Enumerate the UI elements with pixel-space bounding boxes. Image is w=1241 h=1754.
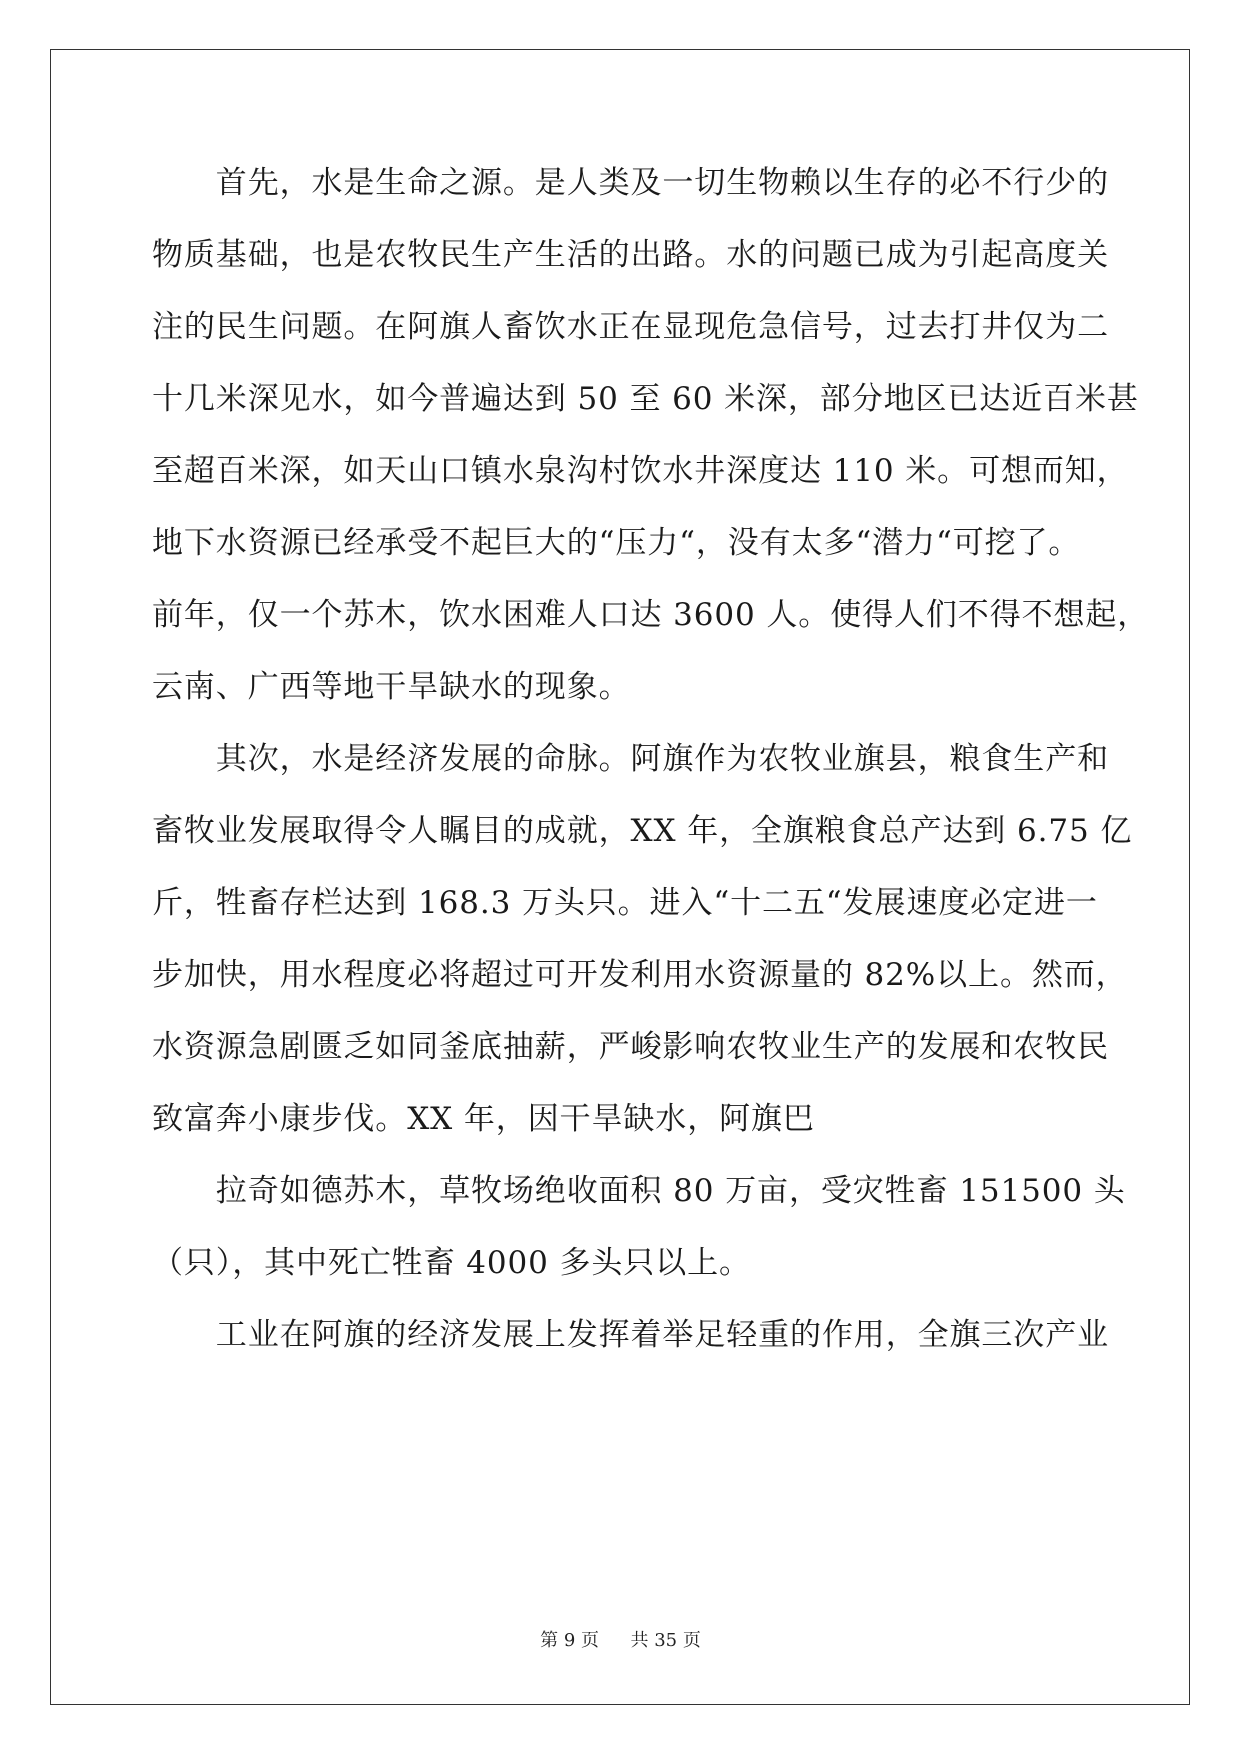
text-line: 步加快，用水程度必将超过可开发利用水资源量的 82%以上。然而， [152, 957, 1128, 993]
page-total: 共 35 页 [630, 1630, 701, 1651]
text-line: 斤，牲畜存栏达到 168.3 万头只。进入“十二五“发展速度必定进一 [152, 885, 1098, 921]
text-line: 致富奔小康步伐。XX 年，因干旱缺水，阿旗巴 [152, 1101, 815, 1137]
text-line: 工业在阿旗的经济发展上发挥着举足轻重的作用，全旗三次产业 [152, 1317, 1109, 1353]
text-line: （只），其中死亡牲畜 4000 多头只以上。 [152, 1245, 751, 1281]
text-line: 首先，水是生命之源。是人类及一切生物赖以生存的必不行少的 [152, 165, 1109, 201]
text-line: 至超百米深，如天山口镇水泉沟村饮水井深度达 110 米。可想而知， [152, 453, 1129, 489]
text-line: 其次，水是经济发展的命脉。阿旗作为农牧业旗县，粮食生产和 [152, 741, 1109, 777]
text-line: 地下水资源已经承受不起巨大的“压力“，没有太多“潜力“可挖了。 [152, 525, 1081, 561]
page-number: 第 9 页 [540, 1630, 600, 1651]
text-line: 注的民生问题。在阿旗人畜饮水正在显现危急信号，过去打井仅为二 [152, 309, 1109, 345]
text-line: 前年，仅一个苏木，饮水困难人口达 3600 人。使得人们不得不想起， [152, 597, 1150, 633]
text-line: 云南、广西等地干旱缺水的现象。 [152, 669, 631, 705]
text-line: 水资源急剧匮乏如同釜底抽薪，严峻影响农牧业生产的发展和农牧民 [152, 1029, 1109, 1065]
text-line: 拉奇如德苏木，草牧场绝收面积 80 万亩，受灾牲畜 151500 头 [152, 1173, 1126, 1209]
text-line: 物质基础，也是农牧民生产生活的出路。水的问题已成为引起高度关 [152, 237, 1109, 273]
page-border [50, 49, 1190, 1705]
text-line: 十几米深见水，如今普遍达到 50 至 60 米深，部分地区已达近百米甚 [152, 381, 1139, 417]
text-line: 畜牧业发展取得令人瞩目的成就，XX 年，全旗粮食总产达到 6.75 亿 [152, 813, 1133, 849]
page-footer [0, 1626, 1241, 1652]
